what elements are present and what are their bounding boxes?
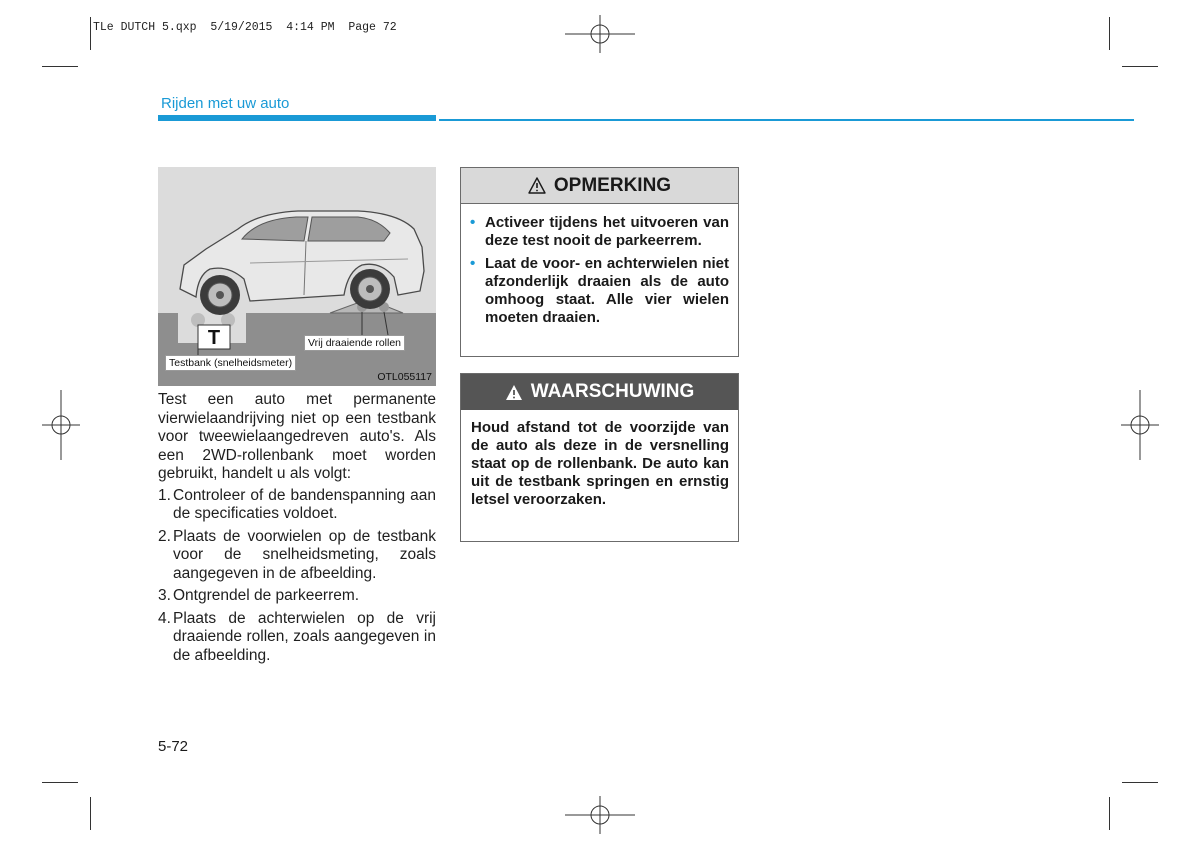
body-text [158, 391, 436, 669]
warning-box [460, 373, 739, 542]
dyno-marker-letter: T [207, 327, 221, 349]
warning-triangle-filled-icon [505, 384, 523, 401]
intro-paragraph: Test een auto met permanente vierwielaandrijving niet op een testbank voor tweewielaangedreven auto's. Als een 2WD-rollenbank moet worden gebruikt, handelt u als volgt: [158, 391, 436, 482]
registration-mark-bottom [565, 796, 635, 834]
note-list [470, 214, 729, 327]
warning-text: Houd afstand tot de voorzijde van de auto als deze in de versnelling staat op de rollenbank. De auto kan uit de testbank springen en ernstig letsel veroorzaken. [471, 419, 729, 508]
bullet: • [470, 214, 476, 231]
warning-header [461, 374, 738, 410]
dyno-label: Testbank (snelheidsmeter) [165, 355, 296, 371]
list-item [470, 214, 729, 250]
header-rule-thin [439, 119, 1134, 121]
print-slug: TLe DUTCH 5.qxp 5/19/2015 4:14 PM Page 72 [93, 21, 397, 34]
step-number: 1. [158, 486, 171, 504]
note-title: OPMERKING [553, 174, 672, 196]
bullet: • [470, 255, 476, 272]
header-rule-thick [158, 115, 436, 121]
section-title: Rijden met uw auto [161, 95, 290, 112]
list-item [158, 587, 436, 606]
page-number: 5-72 [158, 738, 189, 755]
caution-triangle-outline-icon [528, 177, 546, 194]
step-text: Plaats de achterwielen op de vrij draaiende rollen, zoals aangegeven in de afbeelding. [173, 609, 436, 664]
step-text: Controleer of de bandenspanning aan de specificaties voldoet. [173, 486, 436, 522]
warning-title: WAARSCHUWING [530, 381, 695, 402]
step-text: Ontgrendel de parkeerrem. [173, 587, 360, 604]
steps-list [158, 487, 436, 666]
registration-mark-right [1121, 390, 1159, 460]
note-box [460, 167, 739, 357]
list-item [158, 487, 436, 524]
list-item [158, 528, 436, 584]
note-header [461, 168, 738, 204]
step-number: 3. [158, 587, 171, 604]
step-number: 2. [158, 527, 171, 545]
suv-on-dynamometer-drawing [158, 167, 436, 386]
list-item [470, 255, 729, 327]
step-number: 4. [158, 609, 171, 627]
note-body [461, 204, 738, 327]
note-item-text: Activeer tijdens het uitvoeren van deze test nooit de parkeerrem. [485, 214, 729, 249]
figure-code: OTL055117 [377, 371, 432, 383]
rollers-label: Vrij draaiende rollen [304, 335, 405, 351]
registration-mark-top [565, 15, 635, 53]
registration-mark-left [42, 390, 80, 460]
step-text: Plaats de voorwielen op de testbank voor de snelheidsmeting, zoals aangegeven in de afbeelding. [173, 527, 436, 582]
list-item [158, 610, 436, 666]
dyno-illustration [158, 167, 436, 386]
note-item-text: Laat de voor- en achterwielen niet afzonderlijk draaien als de auto omhoog staat. Alle vier wielen moeten draaien. [485, 255, 729, 326]
